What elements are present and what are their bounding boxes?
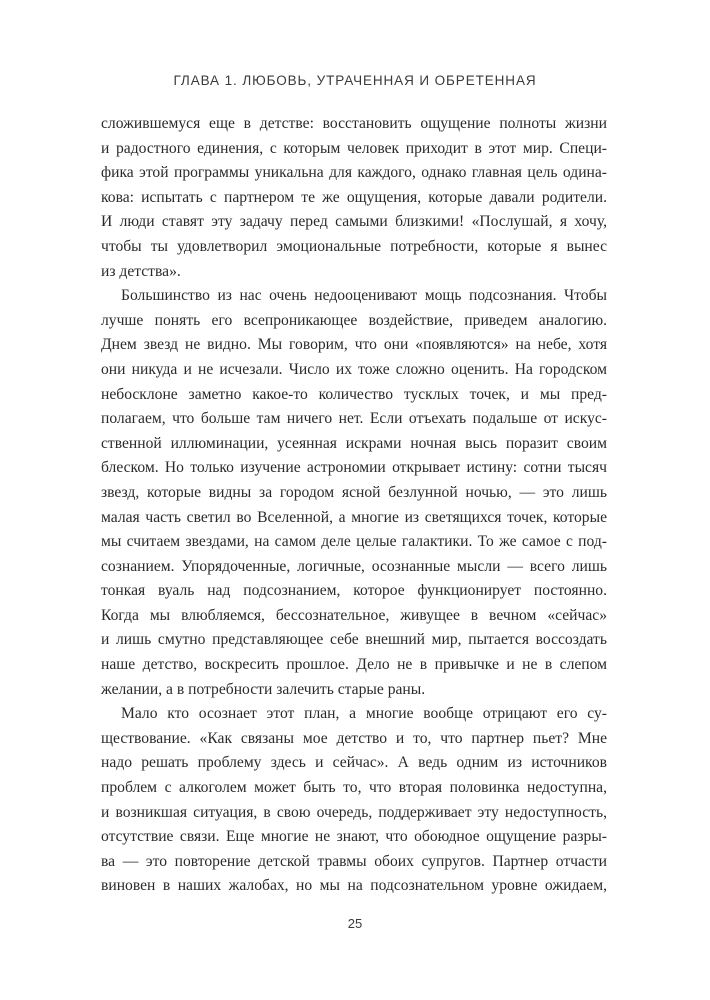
text-line: желании, а в потребности залечить старые раны. [101,680,426,698]
text-line: небосклоне заметно какое-то количество тусклых точек, и мы пред- [101,385,607,403]
body-text [101,112,607,899]
text-line: Большинство из нас очень недооценивают мощь подсознания. Чтобы [121,287,607,305]
text-line: Мало кто осознает этот план, а многие вообще отрицают его су- [121,705,607,723]
text-line: ществование. «Как связаны мое детство и то, что партнер пьет? Мне [101,729,607,747]
text-line: ва — это повторение детской травмы обоих супругов. Партнер отчасти [101,852,607,870]
text-line: из детства». [101,262,181,280]
text-line: проблем с алкоголем может быть то, что вторая половинка недоступна, [101,779,607,797]
text-line: Когда мы влюбляемся, бессознательное, живущее в вечном «сейчас» [101,606,607,624]
text-line: чтобы ты удовлетворил эмоциональные потребности, которые я вынес [101,237,607,255]
text-line: сознанием. Упорядоченные, логичные, осознанные мысли — всего лишь [101,557,607,575]
text-line: малая часть светил во Вселенной, а многие из светящихся точек, которые [101,508,607,526]
text-line: и радостного единения, с которым человек приходит в этот мир. Специ- [101,139,607,157]
paragraph [101,112,607,284]
text-line: фика этой программы уникальна для каждого, однако главная цель одина- [101,164,607,182]
text-line: ственной иллюминации, усеянная искрами ночная высь поразит своим [101,434,607,452]
paragraph [101,284,607,702]
text-line: полагаем, что больше там ничего нет. Если отъехать подальше от искус- [101,410,607,428]
text-line: виновен в наших жалобах, но мы на подсознательном уровне ожидаем, [101,877,607,895]
text-line: звезд, которые видны за городом ясной безлунной ночью, — это лишь [101,483,607,501]
text-line: мы считаем звездами, на самом деле целые галактики. То же самое с под- [101,533,607,551]
text-line: Днем звезд не видно. Мы говорим, что они «появляются» на небе, хотя [101,336,607,354]
text-line: сложившемуся еще в детстве: восстановить ощущение полноты жизни [101,115,607,132]
text-line: тонкая вуаль над подсознанием, которое функционирует постоянно. [101,582,607,600]
text-line: и лишь смутно представляющее себе внешний мир, пытается воссоздать [101,631,607,649]
text-line: отсутствие связи. Еще многие не знают, что обоюдное ощущение разры- [101,828,607,846]
page-number: 25 [347,916,363,931]
text-line: и возникшая ситуация, в свою очередь, поддерживает эту недоступность, [101,803,607,821]
text-line: надо решать проблему здесь и сейчас». А ведь одним из источников [101,754,607,772]
text-line: блеском. Но только изучение астрономии открывает истину: сотни тысяч [101,459,607,477]
text-line: лучше понять его всепроникающее воздействие, приведем аналогию. [101,311,607,329]
text-line: они никуда и не исчезали. Число их тоже сложно оценить. На городском [101,360,607,378]
running-header: ГЛАВА 1. ЛЮБОВЬ, УТРАЧЕННАЯ И ОБРЕТЕННАЯ [173,73,537,88]
text-line: И люди ставят эту задачу перед самыми близкими! «Послушай, я хочу, [101,213,607,231]
text-line: наше детство, воскресить прошлое. Дело не в привычке и не в слепом [101,656,607,674]
paragraph [101,702,607,899]
text-line: кова: испытать с партнером те же ощущения, которые давали родители. [101,188,607,206]
